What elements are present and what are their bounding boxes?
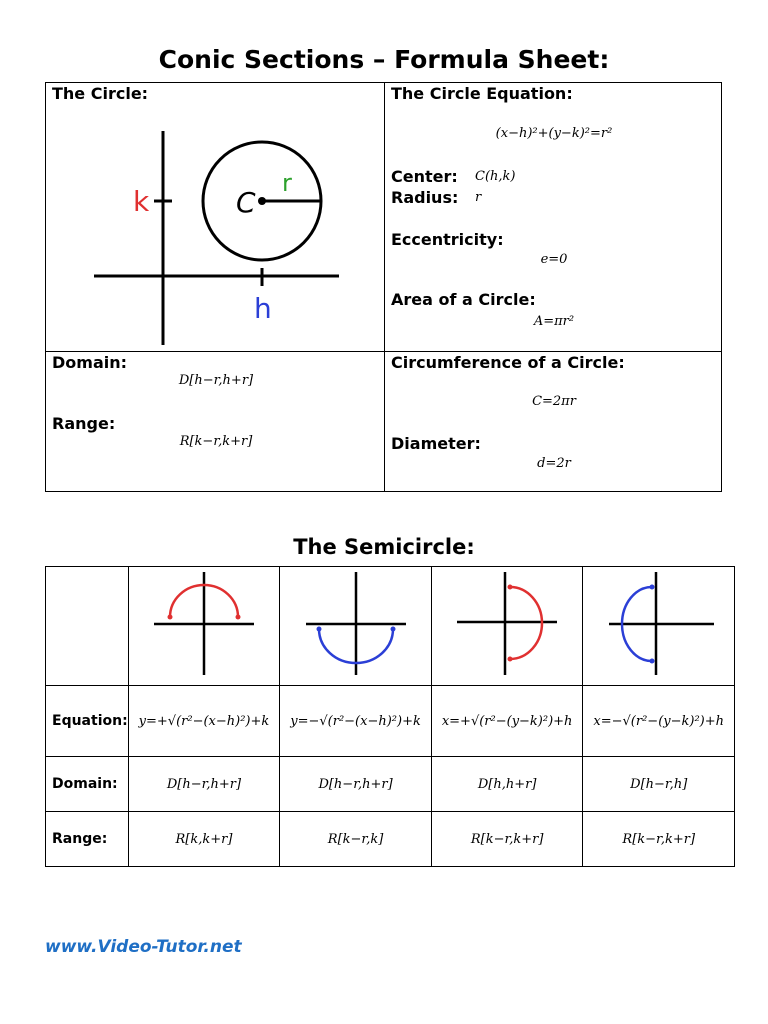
circle-equation: (x−h)²+(y−k)²=r²: [495, 126, 613, 141]
h-label: h: [254, 292, 272, 325]
circle-diagram-cell: [45, 82, 385, 352]
footer-link[interactable]: www.Video-Tutor.net: [45, 937, 242, 957]
domain-row-label: Domain:: [46, 757, 129, 812]
range-cell: R[k−r,k+r]: [431, 812, 583, 867]
empty-header-cell: [46, 567, 129, 686]
semicircle-upper-graph: [129, 567, 279, 681]
semicircle-left-graph: [584, 567, 734, 681]
semicircle-graph-upper-cell: [128, 567, 280, 686]
range-row-label: Range:: [46, 812, 129, 867]
table-row: [46, 812, 735, 867]
circle-equation-label: The Circle Equation:: [391, 84, 573, 103]
circle-equation-cell: [384, 82, 722, 352]
equation-cell: x=−√(r²−(y−k)²)+h: [583, 686, 735, 757]
eccentricity-value: e=0: [540, 252, 568, 267]
eccentricity-label: Eccentricity:: [391, 230, 504, 249]
arc-endpoint: [649, 585, 654, 590]
arc-endpoint: [316, 627, 321, 632]
r-label: r: [282, 169, 292, 197]
semicircle-right-graph: [432, 567, 582, 681]
table-row: [46, 686, 735, 757]
arc-endpoint: [649, 659, 654, 664]
k-label: k: [133, 185, 150, 218]
radius-value: r: [475, 190, 482, 205]
domain-cell: D[h−r,h]: [583, 757, 735, 812]
range-label: Range:: [52, 414, 116, 433]
semicircle-graph-right-cell: [431, 567, 583, 686]
equation-cell: y=−√(r²−(x−h)²)+k: [280, 686, 432, 757]
equation-cell: x=+√(r²−(y−k)²)+h: [431, 686, 583, 757]
diameter-value: d=2r: [537, 456, 571, 471]
domain-label: Domain:: [52, 353, 128, 372]
arc-endpoint: [508, 657, 513, 662]
circumference-value: C=2πr: [532, 394, 576, 409]
range-cell: R[k−r,k]: [280, 812, 432, 867]
arc-endpoint: [508, 585, 513, 590]
arc-endpoint: [235, 615, 240, 620]
range-cell: R[k,k+r]: [128, 812, 280, 867]
table-row: [46, 567, 735, 686]
circumference-cell: [384, 351, 722, 492]
page-title: Conic Sections – Formula Sheet:: [158, 45, 610, 74]
area-label: Area of a Circle:: [391, 290, 536, 309]
equation-cell: y=+√(r²−(x−h)²)+k: [128, 686, 280, 757]
semicircle-lower-graph: [281, 567, 431, 681]
circle-diagram: [46, 83, 384, 351]
range-cell: R[k−r,k+r]: [583, 812, 735, 867]
circumference-label: Circumference of a Circle:: [391, 353, 625, 372]
center-label: Center:: [391, 167, 458, 186]
arc-endpoint: [167, 615, 172, 620]
domain-cell: D[h,h+r]: [431, 757, 583, 812]
semicircle-graph-left-cell: [583, 567, 735, 686]
diameter-label: Diameter:: [391, 434, 481, 453]
range-value: R[k−r,k+r]: [179, 434, 253, 449]
radius-label: Radius:: [391, 188, 459, 207]
equation-row-label: Equation:: [46, 686, 129, 757]
semicircle-graph-lower-cell: [280, 567, 432, 686]
center-value: C(h,k): [475, 169, 516, 184]
domain-value: D[h−r,h+r]: [178, 373, 254, 388]
arc-endpoint: [390, 627, 395, 632]
domain-cell: D[h−r,h+r]: [128, 757, 280, 812]
c-label: C: [236, 186, 256, 219]
domain-cell: D[h−r,h+r]: [280, 757, 432, 812]
circle-label: The Circle:: [52, 84, 149, 103]
circle-formula-table: [45, 82, 722, 492]
area-value: A=πr²: [533, 314, 575, 329]
semicircle-table: [45, 566, 735, 867]
domain-range-cell: [45, 351, 385, 492]
table-row: [46, 757, 735, 812]
semicircle-title: The Semicircle:: [293, 535, 475, 559]
